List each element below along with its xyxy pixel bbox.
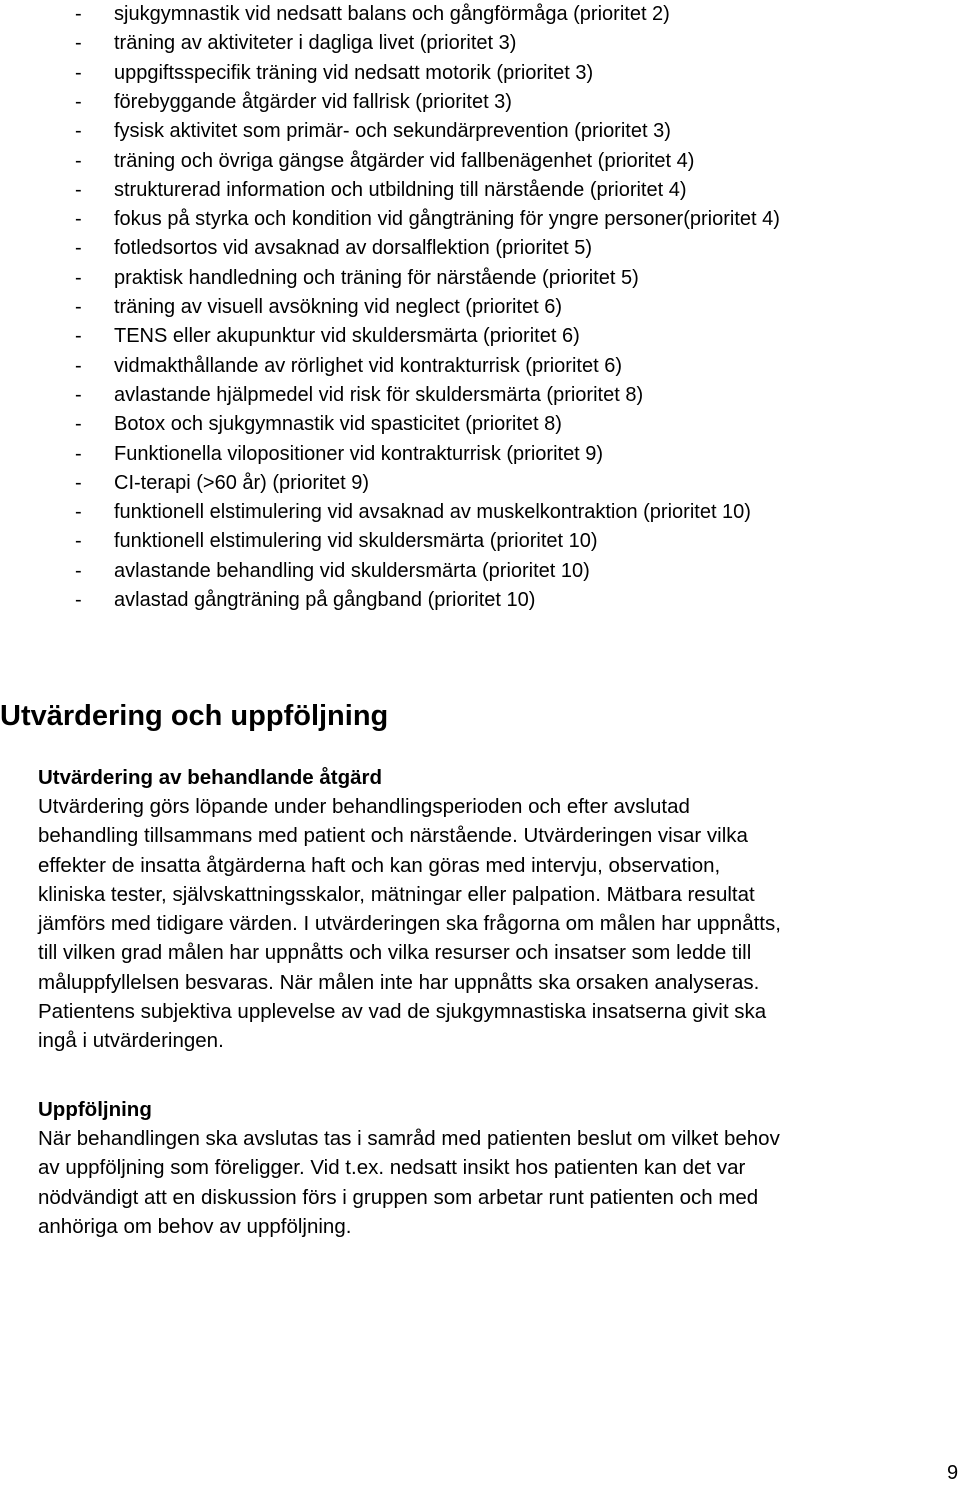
bullet-dash: -: [75, 120, 82, 143]
list-item-text: träning av visuell avsökning vid neglect (prioritet 6): [114, 296, 562, 318]
list-item: [0, 381, 960, 410]
bullet-dash: -: [75, 442, 82, 465]
bullet-dash: -: [75, 178, 82, 201]
paragraph-line: effekter de insatta åtgärderna haft och kan göras med intervju, observation,: [38, 853, 721, 877]
paragraph-line: kliniska tester, självskattningsskalor, mätningar eller palpation. Mätbara resultat: [38, 882, 755, 906]
bullet-dash: -: [75, 354, 82, 377]
list-item-text: uppgiftsspecifik träning vid nedsatt motorik (prioritet 3): [114, 61, 594, 84]
bullet-dash: -: [75, 589, 82, 611]
paragraph-line: ingå i utvärderingen.: [38, 1029, 224, 1053]
bullet-dash: -: [75, 383, 82, 406]
list-item-text: avlastande behandling vid skuldersmärta (prioritet 10): [114, 559, 590, 582]
list-item-text: sjukgymnastik vid nedsatt balans och gångförmåga (prioritet 2): [114, 3, 670, 25]
bullet-dash: -: [75, 471, 82, 494]
bullet-dash: -: [75, 32, 82, 55]
list-item: [0, 498, 960, 527]
list-item-text: Funktionella vilopositioner vid kontrakturrisk (prioritet 9): [114, 442, 604, 465]
bullet-dash: -: [75, 3, 82, 25]
bullet-dash: -: [75, 559, 82, 582]
bullet-dash: -: [75, 296, 82, 318]
list-item: [0, 352, 960, 381]
list-item-text: avlastad gångträning på gångband (prioritet 10): [114, 589, 536, 611]
paragraph-line: anhöriga om behov av uppföljning.: [38, 1214, 352, 1238]
list-item: [0, 117, 960, 146]
list-item-text: träning och övriga gängse åtgärder vid fallbenägenhet (prioritet 4): [114, 149, 695, 172]
bullet-dash: -: [75, 325, 82, 348]
page-number: 9: [947, 1462, 959, 1484]
list-item-text: funktionell elstimulering vid skuldersmärta (prioritet 10): [114, 530, 598, 553]
list-item: [0, 0, 960, 29]
list-item: [0, 176, 960, 205]
list-item-text: fysisk aktivitet som primär- och sekundärprevention (prioritet 3): [114, 120, 671, 143]
bullet-dash: -: [75, 413, 82, 436]
list-item-text: Botox och sjukgymnastik vid spasticitet (prioritet 8): [114, 413, 562, 436]
list-item: [0, 59, 960, 88]
list-item: [0, 586, 960, 615]
bullet-dash: -: [75, 90, 82, 113]
paragraph-line: till vilken grad målen har uppnåtts och vilka resurser och insatser som ledde till: [38, 941, 752, 965]
list-item: [0, 264, 960, 293]
paragraph-line: nödvändigt att en diskussion förs i gruppen som arbetar runt patienten och med: [38, 1185, 759, 1209]
list-item-text: funktionell elstimulering vid avsaknad av muskelkontraktion (prioritet 10): [114, 501, 751, 524]
list-item: [0, 440, 960, 469]
bullet-dash: -: [75, 237, 82, 260]
paragraph-line: jämförs med tidigare värden. I utvärderingen ska frågorna om målen har uppnåtts,: [38, 912, 781, 936]
list-item: [0, 88, 960, 117]
list-item-text: TENS eller akupunktur vid skuldersmärta (prioritet 6): [114, 325, 580, 348]
list-item-text: träning av aktiviteter i dagliga livet (prioritet 3): [114, 32, 517, 55]
bullet-dash: -: [75, 61, 82, 84]
bullet-dash: -: [75, 530, 82, 553]
section-title: Utvärdering och uppföljning: [0, 700, 389, 732]
followup-heading: Uppföljning: [38, 1098, 152, 1121]
list-item: [0, 527, 960, 556]
bullet-dash: -: [75, 501, 82, 524]
list-item-text: fokus på styrka och kondition vid gångträning för yngre personer(prioritet 4): [114, 208, 780, 231]
list-item-text: vidmakthållande av rörlighet vid kontrakturrisk (prioritet 6): [114, 354, 622, 377]
list-item-text: strukturerad information och utbildning till närstående (prioritet 4): [114, 178, 687, 201]
evaluation-paragraph: [38, 792, 958, 1056]
paragraph-line: Patientens subjektiva upplevelse av vad de sjukgymnastiska insatserna givit ska: [38, 1000, 767, 1024]
list-item-text: CI-terapi (>60 år) (prioritet 9): [114, 471, 370, 494]
paragraph-line: måluppfyllelsen besvaras. När målen inte har uppnåtts ska orsaken analyseras.: [38, 970, 760, 994]
list-item-text: praktisk handledning och träning för närstående (prioritet 5): [114, 266, 639, 289]
evaluation-heading: Utvärdering av behandlande åtgärd: [38, 766, 383, 789]
list-item: [0, 29, 960, 58]
paragraph-line: behandling tillsammans med patient och närstående. Utvärderingen visar vilka: [38, 824, 748, 848]
paragraph-line: När behandlingen ska avslutas tas i samråd med patienten beslut om vilket behov: [38, 1127, 780, 1150]
list-item: [0, 322, 960, 351]
bullet-dash: -: [75, 208, 82, 231]
list-item: [0, 234, 960, 263]
bullet-dash: -: [75, 266, 82, 289]
list-item: [0, 293, 960, 322]
list-item: [0, 557, 960, 586]
list-item: [0, 410, 960, 439]
list-item-text: förebyggande åtgärder vid fallrisk (prioritet 3): [114, 90, 512, 113]
paragraph-line: av uppföljning som föreligger. Vid t.ex. nedsatt insikt hos patienten kan det var: [38, 1156, 746, 1180]
followup-paragraph: [38, 1124, 958, 1241]
bullet-dash: -: [75, 149, 82, 172]
list-item: [0, 469, 960, 498]
list-item: [0, 205, 960, 234]
list-item-text: avlastande hjälpmedel vid risk för skuldersmärta (prioritet 8): [114, 383, 644, 406]
list-item: [0, 147, 960, 176]
list-item-text: fotledsortos vid avsaknad av dorsalflektion (prioritet 5): [114, 237, 593, 260]
paragraph-line: Utvärdering görs löpande under behandlingsperioden och efter avslutad: [38, 795, 690, 818]
